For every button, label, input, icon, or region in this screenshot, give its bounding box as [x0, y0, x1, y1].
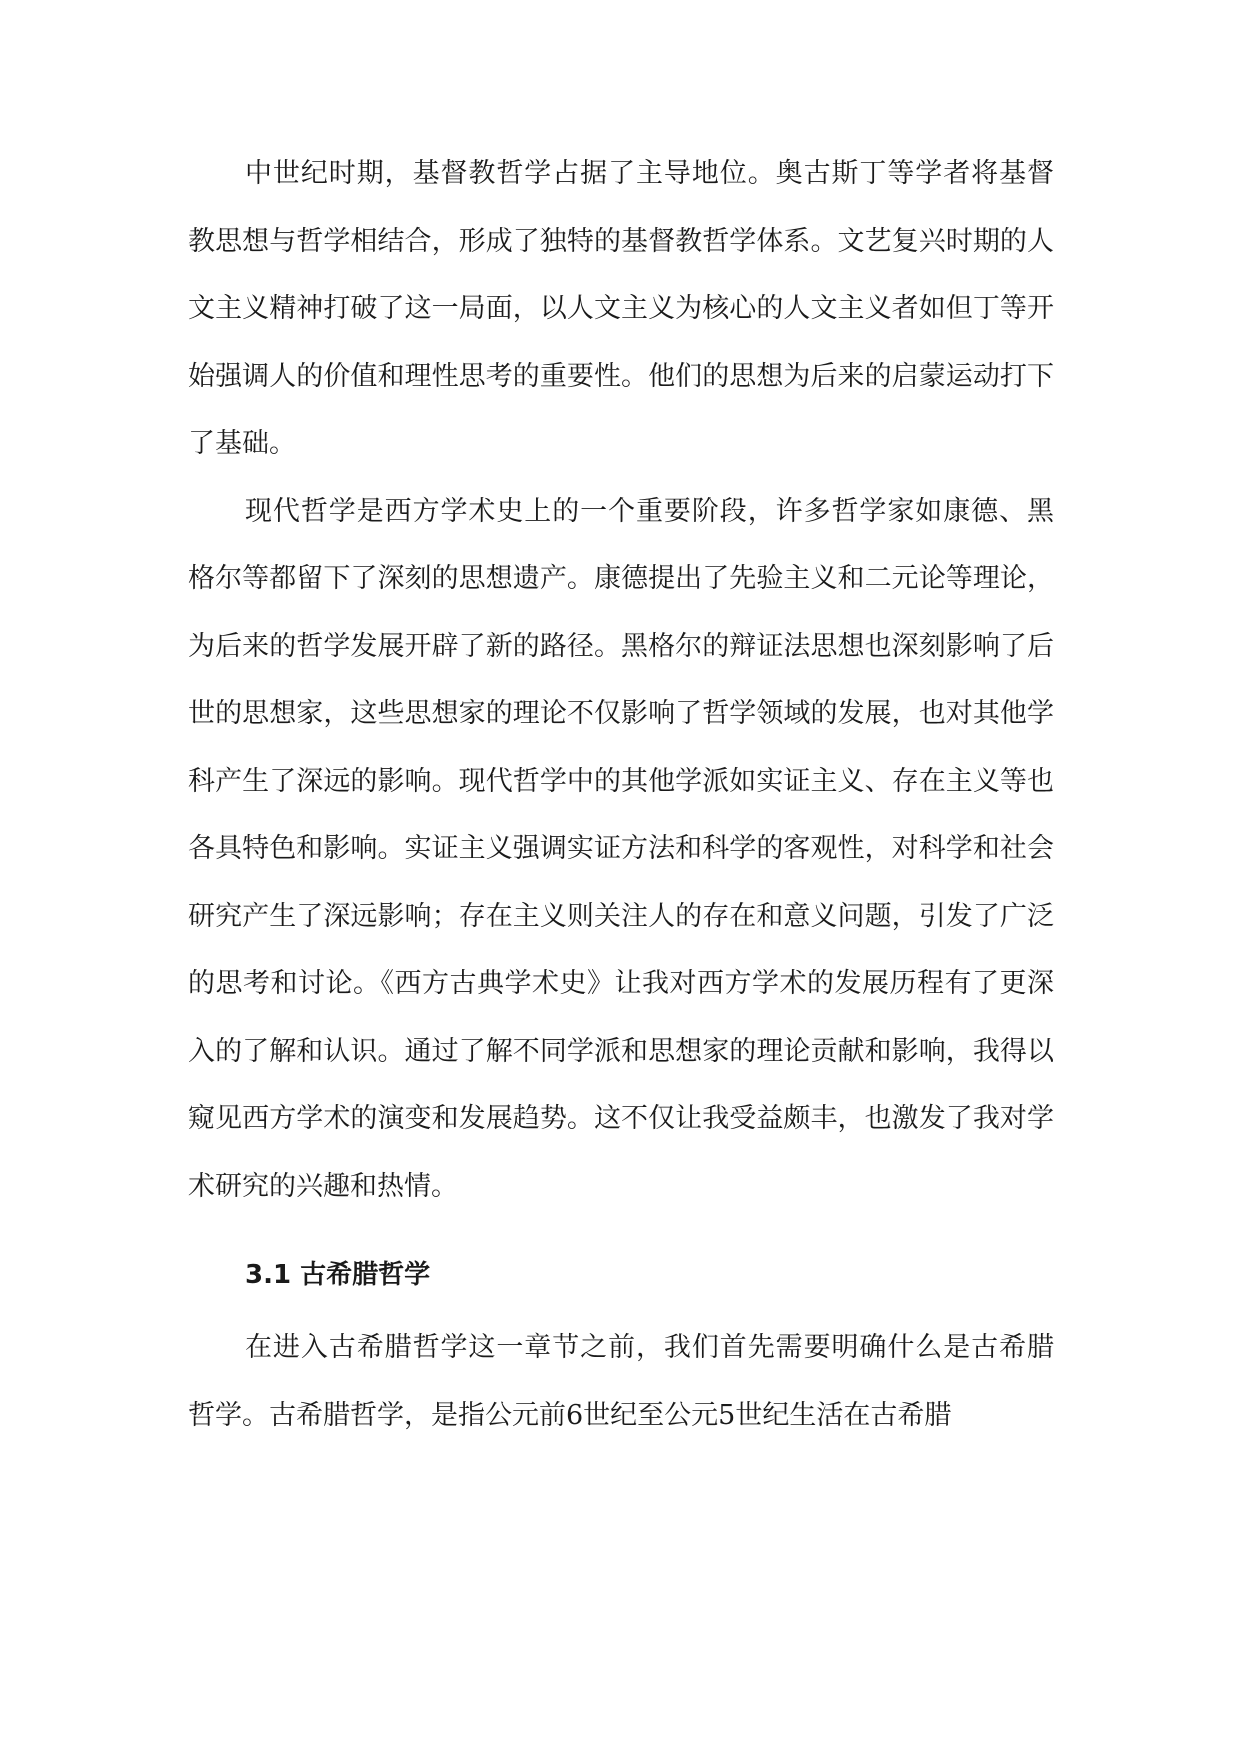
section-heading: 3.1 古希腊哲学 — [245, 1260, 431, 1290]
paragraph-ancient-greek-intro: 在进入古希腊哲学这一章节之前，我们首先需要明确什么是古希腊哲学。古希腊哲学，是指公元前6世纪至公元5世纪生活在古希腊 — [188, 1332, 1054, 1431]
document-page — [188, 140, 1054, 1449]
paragraph-modern-philosophy: 现代哲学是西方学术史上的一个重要阶段，许多哲学家如康德、黑格尔等都留下了深刻的思想遗产。康德提出了先验主义和二元论等理论，为后来的哲学发展开辟了新的路径。黑格尔的辩证法思想也深刻影响了后世的思想家，这些思想家的理论不仅影响了哲学领域的发展，也对其他学科产生了深远的影响。现代哲学中的其他学派如实证主义、存在主义等也各具特色和影响。实证主义强调实证方法和科学的客观性，对科学和社会研究产生了深远影响；存在主义则关注人的存在和意义问题，引发了广泛的思考和讨论。《西方古典学术史》让我对西方学术的发展历程有了更深入的了解和认识。通过了解不同学派和思想家的理论贡献和影响，我得以窥见西方学术的演变和发展趋势。这不仅让我受益颇丰，也激发了我对学术研究的兴趣和热情。 — [188, 495, 1054, 1202]
section-heading-block — [188, 1254, 1054, 1296]
paragraph-medieval-philosophy: 中世纪时期，基督教哲学占据了主导地位。奥古斯丁等学者将基督教思想与哲学相结合，形成了独特的基督教哲学体系。文艺复兴时期的人文主义精神打破了这一局面，以人文主义为核心的人文主义者如但丁等开始强调人的价值和理性思考的重要性。他们的思想为后来的启蒙运动打下了基础。 — [188, 158, 1054, 459]
